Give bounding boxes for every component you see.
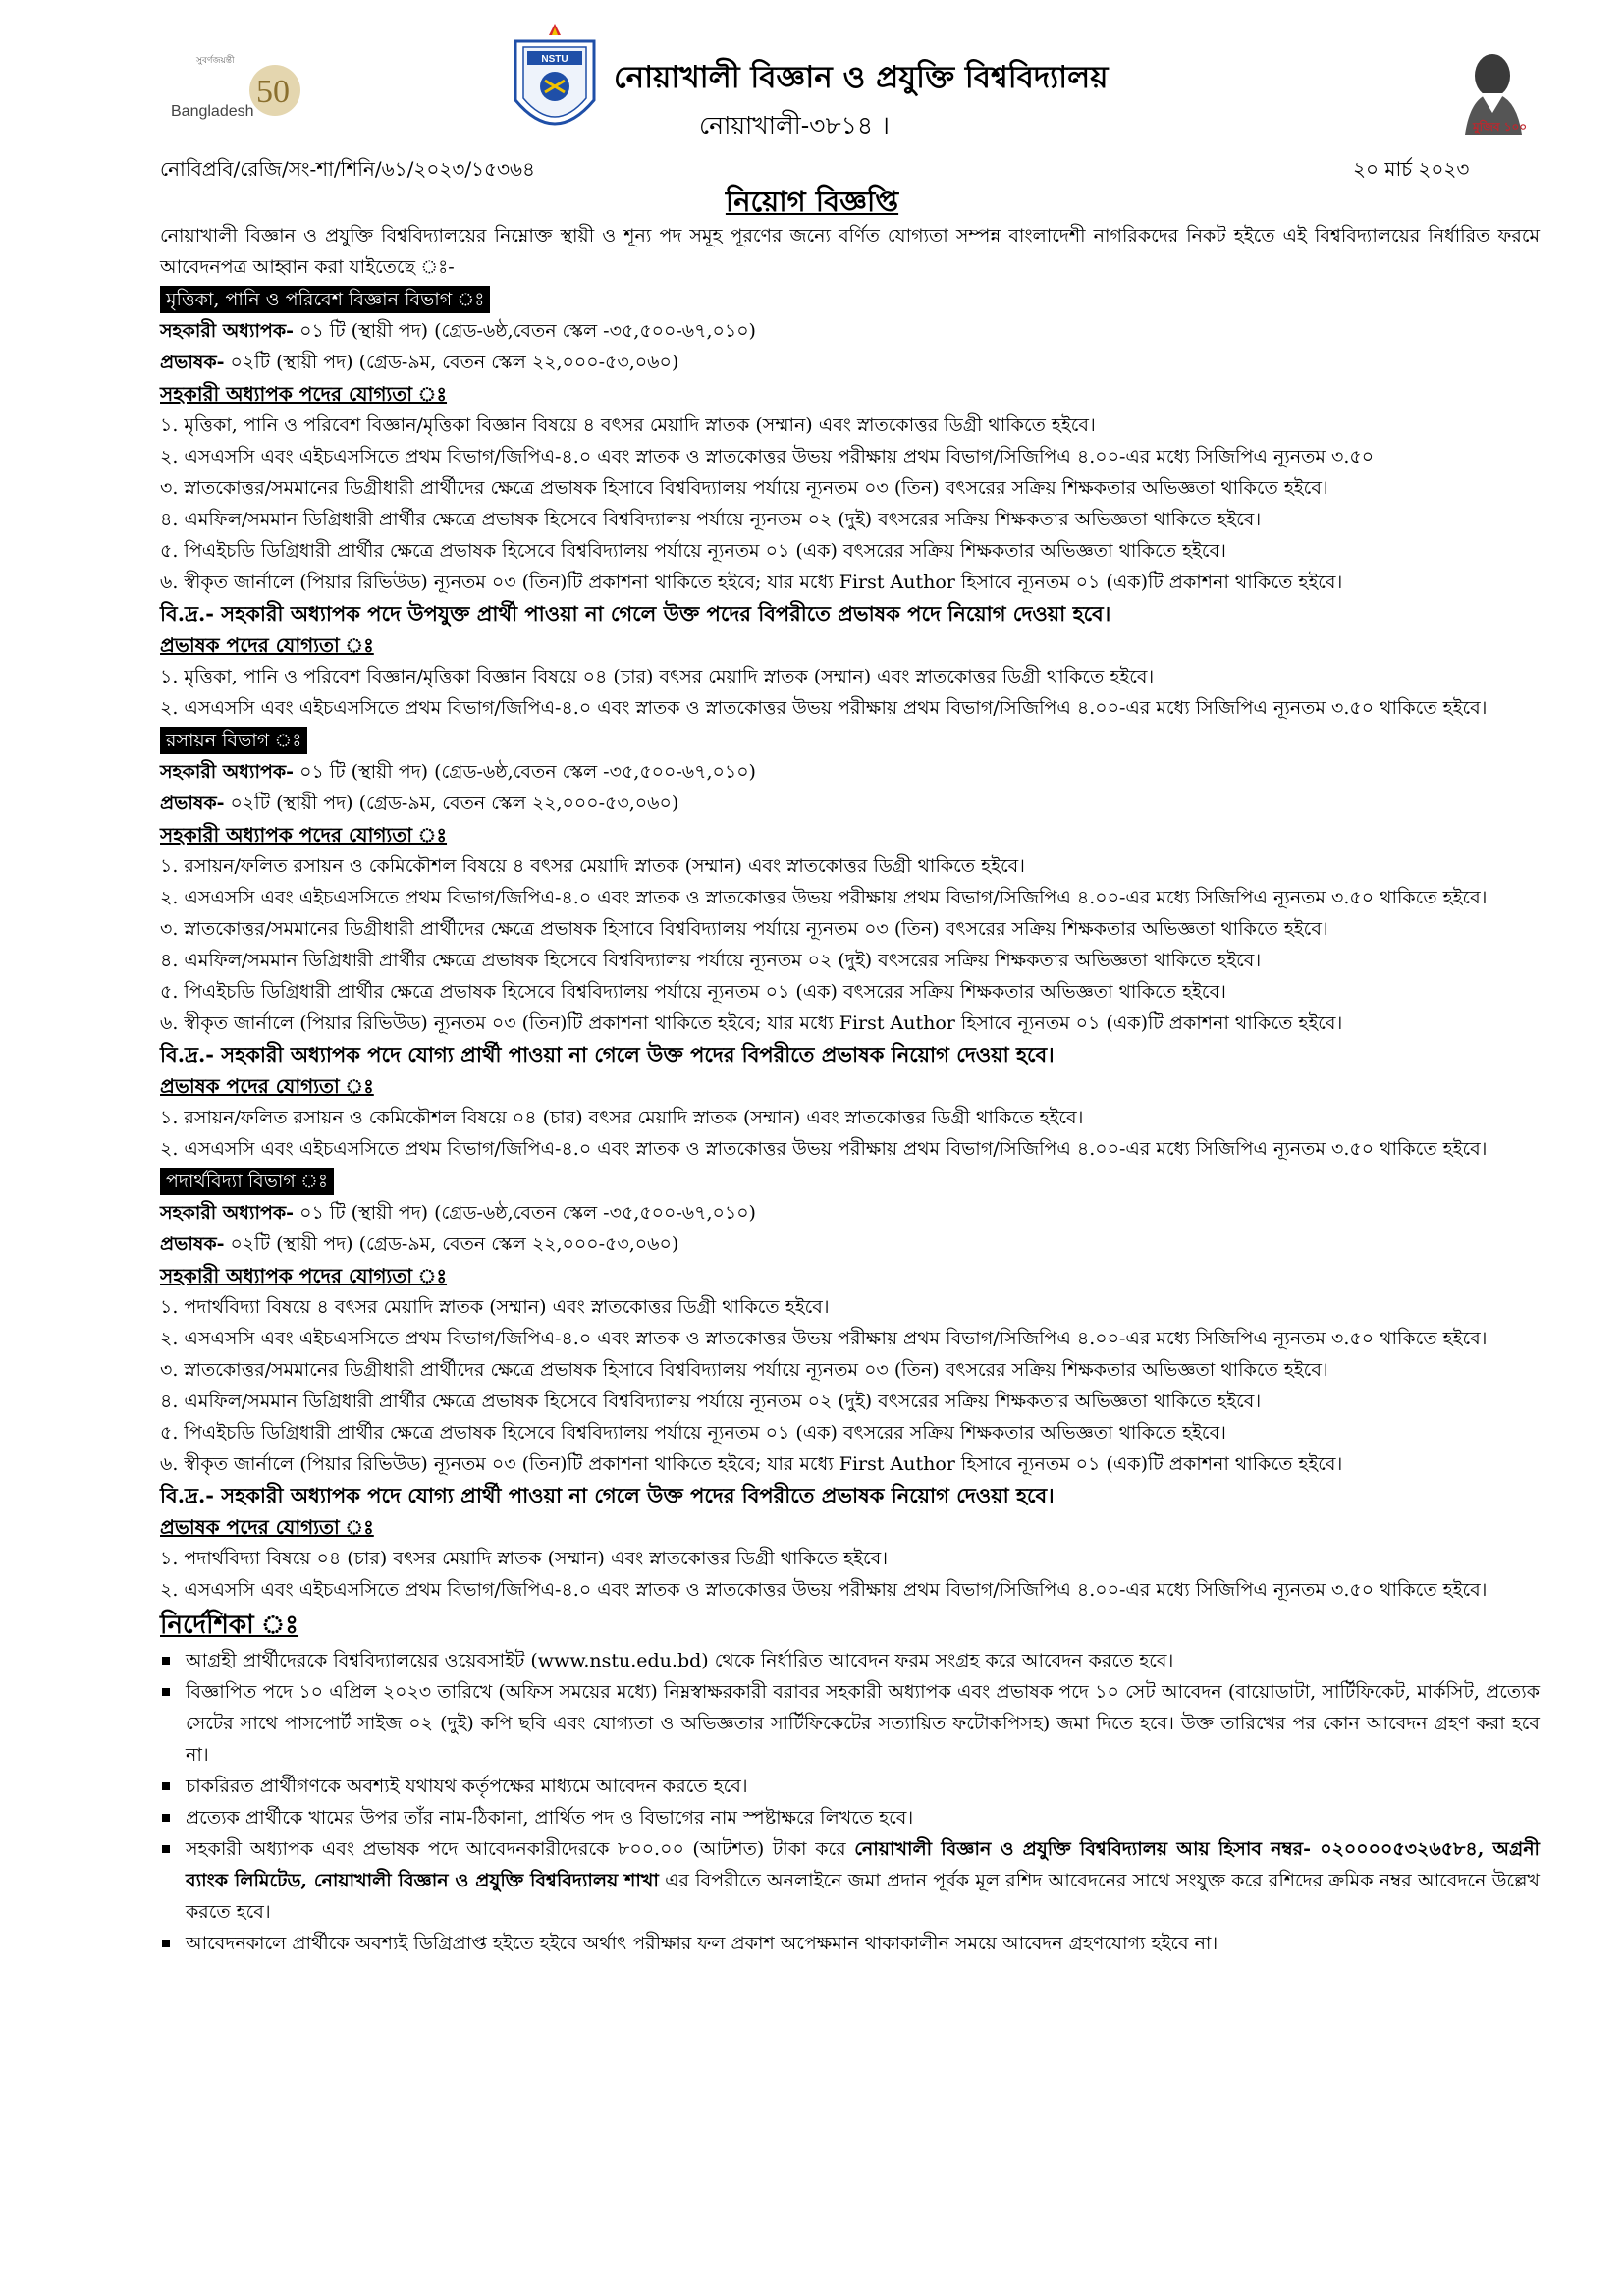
university-address: নোয়াখালী-৩৮১৪ ।	[699, 111, 890, 139]
guidelines-list	[160, 1645, 1540, 1959]
lecturer-qualification-title: প্রভাষক পদের যোগ্যতা ঃ	[160, 1074, 374, 1098]
bangladesh-50-logo	[157, 49, 304, 137]
list-item: ৩. স্নাতকোত্তর/সমমানের ডিগ্রীধারী প্রার্থীদের ক্ষেত্রে প্রভাষক হিসাবে বিশ্ববিদ্যালয় পর্যায়ে ন্যূনতম ০৩ (তিন) বৎসরের সক্রিয় শিক্ষকতার অভিজ্ঞতা থাকিতে হইবে।	[160, 918, 1328, 940]
university-seal-icon	[506, 22, 604, 147]
list-item: ১. পদার্থবিদ্যা বিষয়ে ৪ বৎসর মেয়াদি স্নাতক (সম্মান) এবং স্নাতকোত্তর ডিগ্রী থাকিতে হইবে।	[160, 1296, 830, 1318]
department-block	[160, 1165, 1540, 1606]
post-assistant-professor: সহকারী অধ্যাপক- ০১ টি (স্থায়ী পদ) (গ্রেড-৬ষ্ঠ,বেতন স্কেল -৩৫,৫০০-৬৭,০১০)	[160, 761, 756, 783]
list-item: ৬. স্বীকৃত জার্নালে (পিয়ার রিভিউড) ন্যূনতম ০৩ (তিন)টি প্রকাশনা থাকিতে হইবে; যার মধ্যে First Author হিসাবে ন্যূনতম ০১ (এক)টি প্রকাশনা থাকিতে হইবে।	[160, 572, 1343, 593]
notice-date: ২০ মার্চ ২০২৩	[1353, 157, 1470, 181]
guidelines-title: নির্দেশিকা ঃ	[160, 1611, 299, 1640]
logo-text: Bangladesh	[171, 103, 254, 120]
list-item: ৬. স্বীকৃত জার্নালে (পিয়ার রিভিউড) ন্যূনতম ০৩ (তিন)টি প্রকাশনা থাকিতে হইবে; যার মধ্যে First Author হিসাবে ন্যূনতম ০১ (এক)টি প্রকাশনা থাকিতে হইবে।	[160, 1012, 1343, 1034]
list-item: ২. এসএসসি এবং এইচএসসিতে প্রথম বিভাগ/জিপিএ-৪.০ এবং স্নাতক ও স্নাতকোত্তর উভয় পরীক্ষায় প্রথম বিভাগ/সিজিপিএ ৪.০০-এর মধ্যে সিজিপিএ ন্যূনতম ৩.৫০ থাকিতে হইবে।	[160, 887, 1488, 908]
note: বি.দ্র.- সহকারী অধ্যাপক পদে উপযুক্ত প্রার্থী পাওয়া না গেলে উক্ত পদের বিপরীতে প্রভাষক পদে নিয়োগ দেওয়া হবে।	[160, 601, 1111, 626]
list-item: ২. এসএসসি এবং এইচএসসিতে প্রথম বিভাগ/জিপিএ-৪.০ এবং স্নাতক ও স্নাতকোত্তর উভয় পরীক্ষায় প্রথম বিভাগ/সিজিপিএ ৪.০০-এর মধ্যে সিজিপিএ ন্যূনতম ৩.৫০ থাকিতে হইবে।	[160, 1138, 1488, 1160]
list-item: ২. এসএসসি এবং এইচএসসিতে প্রথম বিভাগ/জিপিএ-৪.০ এবং স্নাতক ও স্নাতকোত্তর উভয় পরীক্ষায় প্রথম বিভাগ/সিজিপিএ ৪.০০-এর মধ্যে সিজিপিএ ন্যূনতম ৩.৫০ থাকিতে হইবে।	[160, 697, 1488, 719]
list-item: ৫. পিএইচডি ডিগ্রিধারী প্রার্থীর ক্ষেত্রে প্রভাষক হিসেবে বিশ্ববিদ্যালয় পর্যায়ে ন্যূনতম ০১ (এক) বৎসরের সক্রিয় শিক্ষকতার অভিজ্ঞতা থাকিতে হইবে।	[160, 981, 1226, 1003]
svg-text:মুজিব ১০০: মুজিব ১০০	[1473, 120, 1528, 134]
list-item: ৪. এমফিল/সমমান ডিগ্রিধারী প্রার্থীর ক্ষেত্রে প্রভাষক হিসেবে বিশ্ববিদ্যালয় পর্যায়ে ন্যূনতম ০২ (দুই) বৎসরের সক্রিয় শিক্ষকতার অভিজ্ঞতা থাকিতে হইবে।	[160, 1391, 1262, 1412]
memo-number: নোবিপ্রবি/রেজি/সং-শা/শিনি/৬১/২০২৩/১৫৩৬৪	[160, 157, 536, 181]
list-item: ২. এসএসসি এবং এইচএসসিতে প্রথম বিভাগ/জিপিএ-৪.০ এবং স্নাতক ও স্নাতকোত্তর উভয় পরীক্ষায় প্রথম বিভাগ/সিজিপিএ ৪.০০-এর মধ্যে সিজিপিএ ন্যূনতম ৩.৫০ থাকিতে হইবে।	[160, 1579, 1488, 1601]
list-item: ৪. এমফিল/সমমান ডিগ্রিধারী প্রার্থীর ক্ষেত্রে প্রভাষক হিসেবে বিশ্ববিদ্যালয় পর্যায়ে ন্যূনতম ০২ (দুই) বৎসরের সক্রিয় শিক্ষকতার অভিজ্ঞতা থাকিতে হইবে।	[160, 950, 1262, 971]
svg-text:50: 50	[256, 74, 290, 110]
post-lecturer: প্রভাষক- ০২টি (স্থায়ী পদ) (গ্রেড-৯ম, বেতন স্কেল ২২,০০০-৫৩,০৬০)	[160, 352, 679, 373]
bank-account-info: নোয়াখালী বিজ্ঞান ও প্রযুক্তি বিশ্ববিদ্যালয় আয় হিসাব নম্বর- ০২০০০০৫৩২৬৫৮৪, অগ্রনী ব্যাংক লিমিটেড, নোয়াখালী বিজ্ঞান ও প্রযুক্তি বিশ্ববিদ্যালয় শাখা	[186, 1838, 1540, 1891]
intro-paragraph: নোয়াখালী বিজ্ঞান ও প্রযুক্তি বিশ্ববিদ্যালয়ের নিম্নোক্ত স্থায়ী ও শূন্য পদ সমূহ পূরণের জন্যে বর্ণিত যোগ্যতা সম্পন্ন বাংলাদেশী নাগরিকদের নিকট হইতে এই বিশ্ববিদ্যালয়ের নির্ধারিত ফরমে আবেদনপত্র আহ্বান করা যাইতেছে ঃ-	[160, 225, 1540, 278]
guideline-item: আবেদনকালে প্রার্থীকে অবশ্যই ডিগ্রিপ্রাপ্ত হইতে হইবে অর্থাৎ পরীক্ষার ফল প্রকাশ অপেক্ষমান থাকাকালীন সময়ে আবেদন গ্রহণযোগ্য হইবে না।	[160, 1928, 1540, 1959]
page-title: নিয়োগ বিজ্ঞপ্তি	[725, 185, 899, 218]
list-item: ২. এসএসসি এবং এইচএসসিতে প্রথম বিভাগ/জিপিএ-৪.০ এবং স্নাতক ও স্নাতকোত্তর উভয় পরীক্ষায় প্রথম বিভাগ/সিজিপিএ ৪.০০-এর মধ্যে সিজিপিএ ন্যূনতম ৩.৫০ থাকিতে হইবে।	[160, 1328, 1488, 1349]
post-assistant-professor: সহকারী অধ্যাপক- ০১ টি (স্থায়ী পদ) (গ্রেড-৬ষ্ঠ,বেতন স্কেল -৩৫,৫০০-৬৭,০১০)	[160, 1202, 756, 1224]
list-item: ১. পদার্থবিদ্যা বিষয়ে ০৪ (চার) বৎসর মেয়াদি স্নাতক (সম্মান) এবং স্নাতকোত্তর ডিগ্রী থাকিতে হইবে।	[160, 1548, 889, 1569]
assistant-qualification-title: সহকারী অধ্যাপক পদের যোগ্যতা ঃ	[160, 823, 448, 847]
lecturer-qualification-title: প্রভাষক পদের যোগ্যতা ঃ	[160, 1515, 374, 1539]
list-item: ৬. স্বীকৃত জার্নালে (পিয়ার রিভিউড) ন্যূনতম ০৩ (তিন)টি প্রকাশনা থাকিতে হইবে; যার মধ্যে First Author হিসাবে ন্যূনতম ০১ (এক)টি প্রকাশনা থাকিতে হইবে।	[160, 1453, 1343, 1475]
list-item: ৫. পিএইচডি ডিগ্রিধারী প্রার্থীর ক্ষেত্রে প্রভাষক হিসেবে বিশ্ববিদ্যালয় পর্যায়ে ন্যূনতম ০১ (এক) বৎসরের সক্রিয় শিক্ষকতার অভিজ্ঞতা থাকিতে হইবে।	[160, 540, 1226, 562]
assistant-qualification-title: সহকারী অধ্যাপক পদের যোগ্যতা ঃ	[160, 1264, 448, 1287]
lecturer-qualification-title: প্রভাষক পদের যোগ্যতা ঃ	[160, 633, 374, 657]
list-item: ৪. এমফিল/সমমান ডিগ্রিধারী প্রার্থীর ক্ষেত্রে প্রভাষক হিসেবে বিশ্ববিদ্যালয় পর্যায়ে ন্যূনতম ০২ (দুই) বৎসরের সক্রিয় শিক্ষকতার অভিজ্ঞতা থাকিতে হইবে।	[160, 509, 1262, 530]
svg-text:সুবর্ণজয়ন্তী: সুবর্ণজয়ন্তী	[196, 56, 235, 66]
department-heading: মৃত্তিকা, পানি ও পরিবেশ বিজ্ঞান বিভাগ ঃ	[160, 286, 490, 313]
list-item: ১. মৃত্তিকা, পানি ও পরিবেশ বিজ্ঞান/মৃত্তিকা বিজ্ঞান বিষয়ে ৪ বৎসর মেয়াদি স্নাতক (সম্মান) এবং স্নাতকোত্তর ডিগ্রী থাকিতে হইবে।	[160, 414, 1096, 436]
post-assistant-professor: সহকারী অধ্যাপক- ০১ টি (স্থায়ী পদ) (গ্রেড-৬ষ্ঠ,বেতন স্কেল -৩৫,৫০০-৬৭,০১০)	[160, 320, 756, 342]
notice-body	[160, 220, 1540, 1959]
list-item: ১. মৃত্তিকা, পানি ও পরিবেশ বিজ্ঞান/মৃত্তিকা বিজ্ঞান বিষয়ে ০৪ (চার) বৎসর মেয়াদি স্নাতক (সম্মান) এবং স্নাতকোত্তর ডিগ্রী থাকিতে হইবে।	[160, 666, 1155, 687]
list-item: ১. রসায়ন/ফলিত রসায়ন ও কেমিকৌশল বিষয়ে ৪ বৎসর মেয়াদি স্নাতক (সম্মান) এবং স্নাতকোত্তর ডিগ্রী থাকিতে হইবে।	[160, 855, 1025, 877]
guideline-item: প্রত্যেক প্রার্থীকে খামের উপর তাঁর নাম-ঠিকানা, প্রার্থিত পদ ও বিভাগের নাম স্পষ্টাক্ষরে লিখতে হবে।	[160, 1802, 1540, 1833]
post-lecturer: প্রভাষক- ০২টি (স্থায়ী পদ) (গ্রেড-৯ম, বেতন স্কেল ২২,০০০-৫৩,০৬০)	[160, 793, 679, 814]
department-block	[160, 724, 1540, 1165]
department-heading: রসায়ন বিভাগ ঃ	[160, 727, 307, 754]
list-item: ২. এসএসসি এবং এইচএসসিতে প্রথম বিভাগ/জিপিএ-৪.০ এবং স্নাতক ও স্নাতকোত্তর উভয় পরীক্ষায় প্রথম বিভাগ/সিজিপিএ ৪.০০-এর মধ্যে সিজিপিএ ন্যূনতম ৩.৫০	[160, 446, 1375, 467]
assistant-qualification-title: সহকারী অধ্যাপক পদের যোগ্যতা ঃ	[160, 382, 448, 406]
guideline-item-fee: সহকারী অধ্যাপক এবং প্রভাষক পদে আবেদনকারীদেরকে ৮০০.০০ (আটশত) টাকা করে নোয়াখালী বিজ্ঞান ও প্রযুক্তি বিশ্ববিদ্যালয় আয় হিসাব নম্বর- ০২০০০০৫৩২৬৫৮৪, অগ্রনী ব্যাংক লিমিটেড, নোয়াখালী বিজ্ঞান ও প্রযুক্তি বিশ্ববিদ্যালয় শাখা এর বিপরীতে অনলাইনে জমা প্রদান পূর্বক মূল রশিদ আবেদনের সাথে সংযুক্ত করে রশিদের ক্রমিক নম্বর আবেদনে উল্লেখ করতে হবে।	[160, 1833, 1540, 1928]
guideline-item: চাকরিরত প্রার্থীগণকে অবশ্যই যথাযথ কর্তৃপক্ষের মাধ্যমে আবেদন করতে হবে।	[160, 1771, 1540, 1802]
note: বি.দ্র.- সহকারী অধ্যাপক পদে যোগ্য প্রার্থী পাওয়া না গেলে উক্ত পদের বিপরীতে প্রভাষক নিয়োগ দেওয়া হবে।	[160, 1483, 1055, 1507]
list-item: ৩. স্নাতকোত্তর/সমমানের ডিগ্রীধারী প্রার্থীদের ক্ষেত্রে প্রভাষক হিসাবে বিশ্ববিদ্যালয় পর্যায়ে ন্যূনতম ০৩ (তিন) বৎসরের সক্রিয় শিক্ষকতার অভিজ্ঞতা থাকিতে হইবে।	[160, 477, 1328, 499]
mujib-100-logo	[1443, 44, 1546, 142]
department-block	[160, 283, 1540, 724]
university-name: নোয়াখালী বিজ্ঞান ও প্রযুক্তি বিশ্ববিদ্যালয়	[614, 60, 1109, 95]
list-item: ৫. পিএইচডি ডিগ্রিধারী প্রার্থীর ক্ষেত্রে প্রভাষক হিসেবে বিশ্ববিদ্যালয় পর্যায়ে ন্যূনতম ০১ (এক) বৎসরের সক্রিয় শিক্ষকতার অভিজ্ঞতা থাকিতে হইবে।	[160, 1422, 1226, 1444]
post-lecturer: প্রভাষক- ০২টি (স্থায়ী পদ) (গ্রেড-৯ম, বেতন স্কেল ২২,০০০-৫৩,০৬০)	[160, 1233, 679, 1255]
letterhead	[0, 0, 1624, 147]
note: বি.দ্র.- সহকারী অধ্যাপক পদে যোগ্য প্রার্থী পাওয়া না গেলে উক্ত পদের বিপরীতে প্রভাষক নিয়োগ দেওয়া হবে।	[160, 1042, 1055, 1066]
department-heading: পদার্থবিদ্যা বিভাগ ঃ	[160, 1168, 334, 1195]
guideline-item: বিজ্ঞাপিত পদে ১০ এপ্রিল ২০২৩ তারিখে (অফিস সময়ের মধ্যে) নিম্নস্বাক্ষরকারী বরাবর সহকারী অধ্যাপক এবং প্রভাষক পদে ১০ সেট আবেদন (বায়োডাটা, সার্টিফিকেট, মার্কসিট, প্রত্যেক সেটের সাথে পাসপোর্ট সাইজ ০২ (দুই) কপি ছবি এবং যোগ্যতা ও অভিজ্ঞতার সার্টিফিকেটের সত্যায়িত ফটোকপিসহ) জমা দিতে হবে। উক্ত তারিখের পর কোন আবেদন গ্রহণ করা হবে না।	[160, 1676, 1540, 1771]
svg-text:NSTU: NSTU	[541, 54, 568, 65]
list-item: ৩. স্নাতকোত্তর/সমমানের ডিগ্রীধারী প্রার্থীদের ক্ষেত্রে প্রভাষক হিসাবে বিশ্ববিদ্যালয় পর্যায়ে ন্যূনতম ০৩ (তিন) বৎসরের সক্রিয় শিক্ষকতার অভিজ্ঞতা থাকিতে হইবে।	[160, 1359, 1328, 1381]
guideline-item: আগ্রহী প্রার্থীদেরকে বিশ্ববিদ্যালয়ের ওয়েবসাইট (www.nstu.edu.bd) থেকে নির্ধারিত আবেদন ফরম সংগ্রহ করে আবেদন করতে হবে।	[160, 1645, 1540, 1676]
list-item: ১. রসায়ন/ফলিত রসায়ন ও কেমিকৌশল বিষয়ে ০৪ (চার) বৎসর মেয়াদি স্নাতক (সম্মান) এবং স্নাতকোত্তর ডিগ্রী থাকিতে হইবে।	[160, 1107, 1084, 1128]
